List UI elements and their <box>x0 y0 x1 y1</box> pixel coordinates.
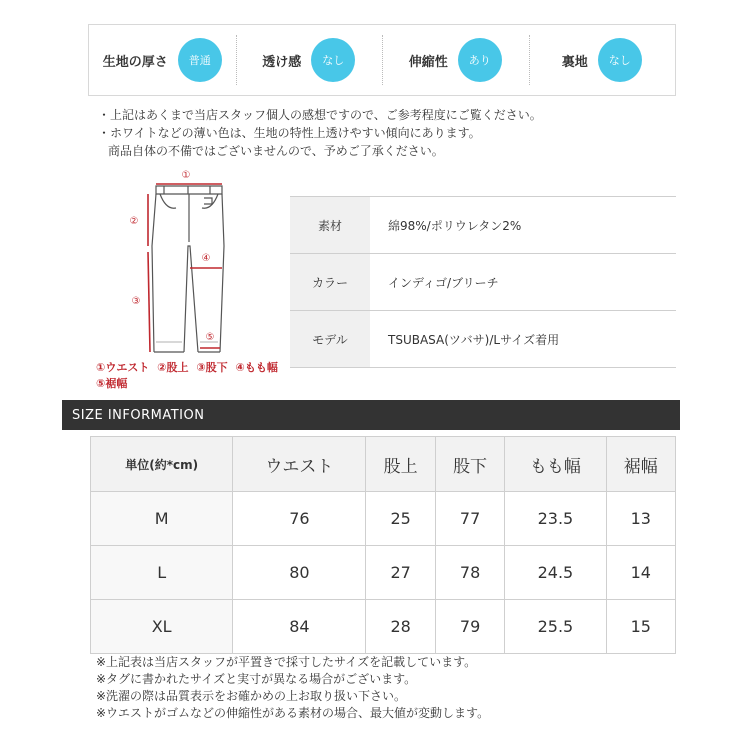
note-line: ※上記表は当店スタッフが平置きで採寸したサイズを記載しています。 <box>96 655 477 669</box>
marker-inseam: ③ <box>131 296 141 307</box>
value-cell: 13 <box>606 492 675 546</box>
attr-label: 伸縮性 <box>408 54 448 70</box>
note-line: ・上記はあくまで当店スタッフ個人の感想ですので、ご参考程度にご覧ください。 <box>98 108 542 122</box>
measurement-legend <box>96 360 282 392</box>
legend-item: ④もも幅 <box>235 361 278 374</box>
marker-hem: ⑤ <box>205 332 215 343</box>
spec-value: 綿98%/ポリウレタン2% <box>388 218 522 233</box>
legend-item: ①ウエスト <box>96 361 150 374</box>
note-line: 商品自体の不備ではございませんので、予めご了承ください。 <box>108 144 444 158</box>
spec-row-material <box>290 196 676 253</box>
attr-value-badge: 普通 <box>178 38 222 82</box>
legend-item: ②股上 <box>157 361 189 374</box>
attr-label: 裏地 <box>561 54 588 70</box>
legend-line <box>96 376 282 392</box>
value-cell: 25.5 <box>505 600 606 654</box>
table-row <box>91 546 676 600</box>
spec-row-color <box>290 253 676 310</box>
size-cell: XL <box>91 600 233 654</box>
table-row <box>91 492 676 546</box>
value-cell: 27 <box>366 546 435 600</box>
header-inseam: 股下 <box>435 437 504 492</box>
size-table <box>90 436 676 654</box>
value-cell: 79 <box>435 600 504 654</box>
header-unit: 単位(約*cm) <box>91 437 233 492</box>
spec-key: モデル <box>290 311 370 367</box>
attr-stretch <box>382 25 529 95</box>
spec-table <box>290 196 676 368</box>
attr-value-badge: なし <box>311 38 355 82</box>
spec-key: 素材 <box>290 197 370 253</box>
note-line: ・ホワイトなどの薄い色は、生地の特性上透けやすい傾向にあります。 <box>98 126 481 140</box>
attr-value-badge: あり <box>458 38 502 82</box>
attr-label: 透け感 <box>262 54 302 70</box>
header-waist: ウエスト <box>233 437 366 492</box>
spec-value: インディゴ/ブリーチ <box>388 275 499 290</box>
value-cell: 84 <box>233 600 366 654</box>
fabric-attributes <box>88 24 676 96</box>
value-cell: 80 <box>233 546 366 600</box>
legend-item: ⑤裾幅 <box>96 377 128 390</box>
attr-value-badge: なし <box>598 38 642 82</box>
size-notes <box>96 654 489 722</box>
attribute-notes <box>98 106 542 160</box>
note-line: ※ウエストがゴムなどの伸縮性がある素材の場合、最大値が変動します。 <box>96 706 490 720</box>
pants-outline-icon <box>152 186 224 352</box>
attr-transparency <box>236 25 383 95</box>
value-cell: 15 <box>606 600 675 654</box>
value-cell: 23.5 <box>505 492 606 546</box>
value-cell: 25 <box>366 492 435 546</box>
header-rise: 股上 <box>366 437 435 492</box>
header-hem: 裾幅 <box>606 437 675 492</box>
spec-key: カラー <box>290 254 370 310</box>
value-cell: 78 <box>435 546 504 600</box>
marker-thigh: ④ <box>201 253 211 264</box>
marker-waist: ① <box>181 170 191 181</box>
note-line: ※タグに書かれたサイズと実寸が異なる場合がございます。 <box>96 672 417 686</box>
table-row <box>91 600 676 654</box>
legend-line <box>96 360 282 376</box>
marker-rise: ② <box>129 216 139 227</box>
value-cell: 76 <box>233 492 366 546</box>
size-table-header-row <box>91 437 676 492</box>
size-information-header: SIZE INFORMATION <box>62 400 680 430</box>
spec-row-model <box>290 310 676 368</box>
value-cell: 77 <box>435 492 504 546</box>
value-cell: 28 <box>366 600 435 654</box>
header-thigh: もも幅 <box>505 437 606 492</box>
attr-thickness <box>89 25 236 95</box>
value-cell: 14 <box>606 546 675 600</box>
attr-lining <box>529 25 676 95</box>
inseam-line <box>148 252 150 352</box>
size-cell: L <box>91 546 233 600</box>
size-cell: M <box>91 492 233 546</box>
legend-item: ③股下 <box>196 361 228 374</box>
note-line: ※洗濯の際は品質表示をお確かめの上お取り扱い下さい。 <box>96 689 407 703</box>
value-cell: 24.5 <box>505 546 606 600</box>
spec-value: TSUBASA(ツバサ)/Lサイズ着用 <box>388 332 560 347</box>
attr-label: 生地の厚さ <box>102 54 168 70</box>
